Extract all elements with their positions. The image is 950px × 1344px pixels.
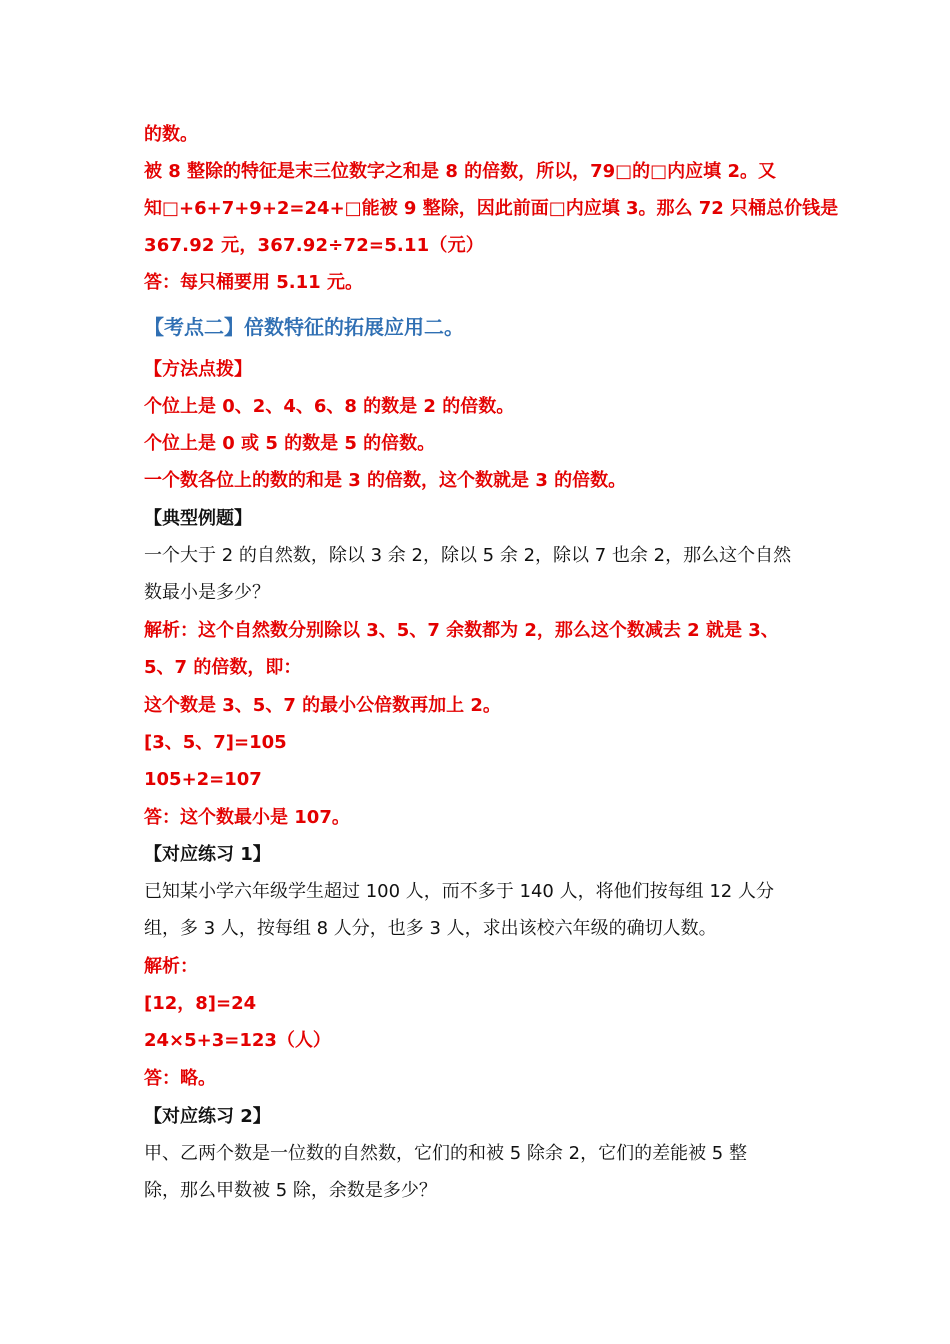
example-calc-line-2: 105+2=107: [144, 769, 262, 790]
practice-2-question-line-2: 除，那么甲数被 5 除，余数是多少？: [144, 1180, 437, 1201]
text-line-4: 367.92 元，367.92÷72=5.11（元）: [144, 235, 485, 256]
practice-1-analysis-label: 解析：: [144, 956, 198, 977]
practice-1-heading: 【对应练习 1】: [144, 844, 271, 865]
text-line-1: 的数。: [144, 124, 198, 145]
method-line-2: 个位上是 0 或 5 的数是 5 的倍数。: [144, 433, 436, 454]
text-line-3: 知□+6+7+9+2=24+□能被 9 整除，因此前面□内应填 3。那么 72 只桶总价钱是: [144, 198, 839, 219]
method-line-3: 一个数各位上的数的和是 3 的倍数，这个数就是 3 的倍数。: [144, 470, 627, 491]
section-heading-kaodian-2: 【考点二】倍数特征的拓展应用二。: [144, 315, 464, 339]
method-tip-heading: 【方法点拨】: [144, 359, 252, 380]
practice-1-question-line-2: 组，多 3 人，按每组 8 人分，也多 3 人，求出该校六年级的确切人数。: [144, 918, 717, 939]
practice-1-answer: 答：略。: [144, 1068, 216, 1089]
example-analysis-line-3: 这个数是 3、5、7 的最小公倍数再加上 2。: [144, 695, 501, 716]
example-question-line-1: 一个大于 2 的自然数，除以 3 余 2，除以 5 余 2，除以 7 也余 2，那么这个自然: [144, 545, 792, 566]
method-line-1: 个位上是 0、2、4、6、8 的数是 2 的倍数。: [144, 396, 515, 417]
example-calc-line-1: [3、5、7]=105: [144, 732, 287, 753]
text-line-2: 被 8 整除的特征是末三位数字之和是 8 的倍数，所以，79□的□内应填 2。又: [144, 161, 776, 182]
example-answer: 答：这个数最小是 107。: [144, 807, 350, 828]
answer-line-1: 答：每只桶要用 5.11 元。: [144, 272, 363, 293]
example-heading: 【典型例题】: [144, 508, 252, 529]
example-question-line-2: 数最小是多少？: [144, 582, 270, 603]
practice-1-question-line-1: 已知某小学六年级学生超过 100 人，而不多于 140 人，将他们按每组 12 人分: [144, 881, 774, 902]
practice-1-calc-line-1: [12，8]=24: [144, 993, 257, 1014]
example-analysis-line-1: 解析：这个自然数分别除以 3、5、7 余数都为 2，那么这个数减去 2 就是 3、: [144, 620, 779, 641]
practice-1-calc-line-2: 24×5+3=123（人）: [144, 1030, 331, 1051]
practice-2-question-line-1: 甲、乙两个数是一位数的自然数，它们的和被 5 除余 2，它们的差能被 5 整: [144, 1143, 747, 1164]
example-analysis-line-2: 5、7 的倍数，即：: [144, 657, 302, 678]
practice-2-heading: 【对应练习 2】: [144, 1106, 271, 1127]
